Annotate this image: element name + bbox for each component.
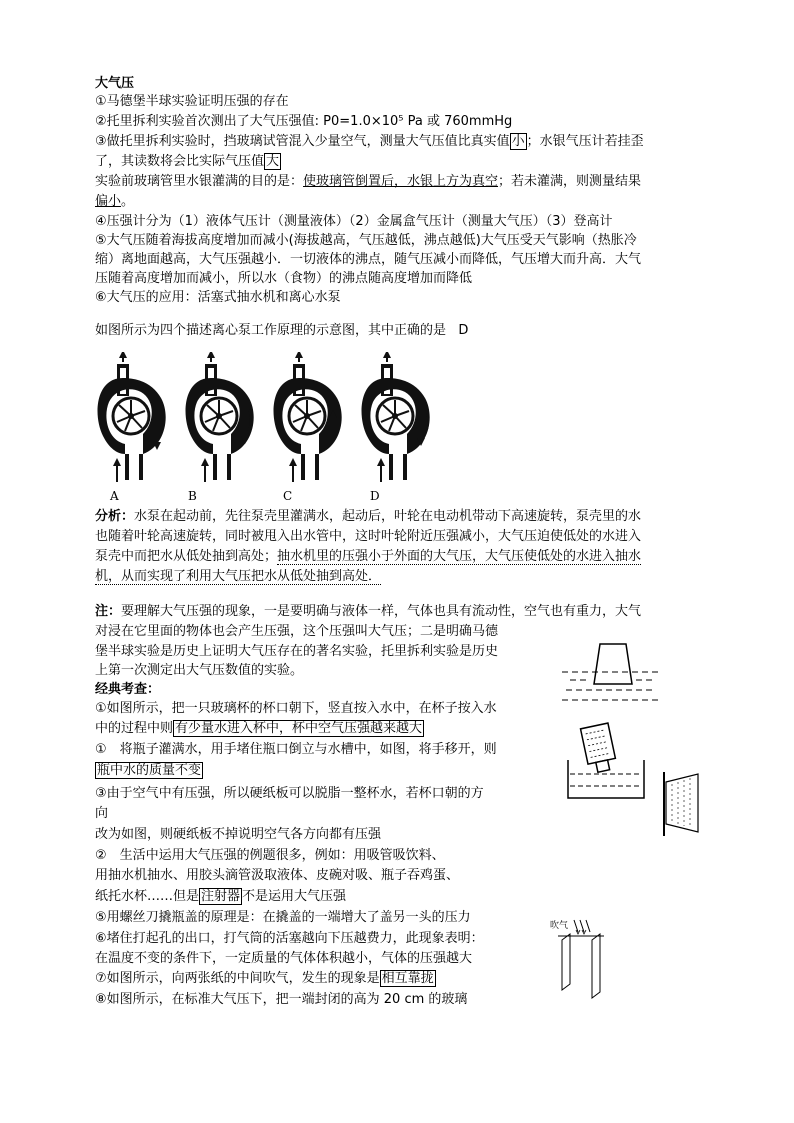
analysis-line1: [95, 508, 641, 526]
fact-2: ②托里拆利实验首次测出了大气压强值: P0=1.0×10⁵ Pa 或 760mmHg: [95, 114, 513, 129]
classic-q1b: 中的过程中则: [95, 721, 174, 736]
classic-heading: 经典考查：: [95, 682, 161, 697]
question-text: 如图所示为四个描述离心泵工作原理的示意图，其中正确的是: [95, 323, 447, 338]
analysis-label: 分析：: [95, 509, 135, 524]
analysis-line3: [95, 548, 641, 566]
purpose-text: 实验前玻璃管里水银灌满的目的是：: [95, 174, 304, 189]
glass-in-water-figure: [560, 640, 660, 712]
fact-4: ④压强计分为（1）液体气压计（测量液体）（2）金属盒气压计（测量大气压）（3）登高计: [95, 214, 613, 229]
pump-c: [274, 352, 342, 482]
fact-5-line1: ⑤大气压随着海拔高度增加而减小(海拔越高，气压越低，沸点越低)大气压受天气影响（热胀冷: [95, 233, 637, 248]
classic-q3c: 改为如图，则硬纸板不掉说明空气各方向都有压强: [95, 827, 382, 842]
pump-figures: [95, 352, 445, 482]
classic-q4d: 不是运用大气压强: [242, 889, 347, 904]
glass-in-water-svg: [560, 640, 660, 712]
section-heading: 大气压: [95, 76, 135, 91]
classic-q7-line: [95, 970, 436, 988]
note-line4: 上第一次测定出大气压数值的实验。: [95, 663, 304, 678]
fact-3-tail: ；水银气压计若挂歪: [526, 134, 644, 149]
pump-d: [362, 352, 430, 482]
question-answer: D: [458, 323, 469, 338]
result-period: 。: [121, 194, 135, 209]
classic-q6a: ⑥堵住打起孔的出口，打气筒的活塞越向下压越费力，此现象表明：: [95, 931, 484, 946]
purpose-answer: 使玻璃管倒置后，水银上方为真空: [303, 174, 499, 189]
classic-q6b: 在温度不变的条件下，一定质量的气体体积越小，气体的压强越大: [95, 951, 473, 966]
note-line3: 堡半球实验是历史上证明大气压存在的著名实验，托里拆利实验是历史: [95, 644, 499, 659]
analysis-text1: 水泵在起动前，先往泵壳里灌满水，起动后，叶轮在电动机带动下高速旋转，泵壳里的水: [134, 509, 642, 524]
fact-6: ⑥大气压的应用：活塞式抽水机和离心水泵: [95, 290, 341, 305]
purpose-tail: ；若未灌满，则测量结果: [498, 174, 642, 189]
blow-label: 吹气: [550, 921, 569, 931]
answer-small: 小: [511, 134, 525, 149]
cup-card-figure: [652, 770, 702, 840]
classic-q2-answer: 瓶中水的质量不变: [97, 763, 202, 778]
pump-b: [186, 352, 254, 482]
fact-1: ①马德堡半球实验证明压强的存在: [95, 94, 289, 109]
analysis-line2: 也随着叶轮高速旋转，同时被甩入出水管中，这时叶轮附近压强减小，大气压迫使低处的水进入: [95, 529, 642, 544]
fact-3-line2: [95, 153, 281, 171]
purpose-line2: [95, 193, 134, 211]
analysis-underline1: 抽水机里的压强小于外面的大气压，大气压使低处的水进入抽水: [277, 549, 642, 564]
classic-q5: ⑤用螺丝刀撬瓶盖的原理是：在撬盖的一端增大了盖另一头的压力: [95, 910, 471, 925]
label-d: D: [370, 489, 380, 503]
label-c: C: [283, 489, 293, 503]
fact-3-cont: 了，其读数将会比实际气压值: [95, 154, 265, 169]
classic-q2-line: [95, 762, 203, 780]
answer-large: 大: [266, 154, 280, 169]
analysis-line4: [95, 568, 381, 586]
classic-q4b: 用抽水机抽水、用胶头滴管汲取液体、皮碗对吸、瓶子吞鸡蛋、: [95, 868, 460, 883]
cup-card-svg: [652, 770, 702, 840]
label-b: B: [188, 489, 197, 503]
note-line1: [95, 603, 641, 621]
classic-q4c: 纸托水杯……但是: [95, 889, 200, 904]
classic-q1b-line: [95, 720, 424, 738]
classic-q2a: ① 将瓶子灌满水，用手堵住瓶口倒立与水槽中，如图，将手移开，则: [95, 742, 497, 757]
note-line2: 对浸在它里面的物体也会产生压强，这个压强叫大气压；二是明确马德: [95, 624, 499, 639]
blow-paper-figure: [540, 914, 610, 1006]
note-text1: 要理解大气压强的现象，一是要明确与液体一样，气体也具有流动性，空气也有重力，大气: [121, 604, 642, 619]
classic-q4c-line: [95, 888, 346, 906]
classic-q1-answer: 有少量水进入杯中，杯中空气压强越来越大: [175, 721, 423, 736]
classic-q4-answer: 注射器: [201, 889, 241, 904]
fact-3-line: [95, 133, 644, 151]
question-line: [95, 322, 468, 340]
fact-3-text: ③做托里拆利实验时，挡玻璃试管混入少量空气，测量大气压值比真实值: [95, 134, 510, 149]
analysis-underline2: 机，从而实现了利用大气压把水从低处抽到高处．: [95, 569, 382, 584]
classic-q1a: ①如图所示，把一只玻璃杯的杯口朝下，竖直按入水中，在杯子按入水: [95, 701, 497, 716]
label-a: A: [110, 489, 119, 503]
note-label: 注：: [95, 604, 122, 619]
purpose-line: [95, 173, 641, 191]
fact-5-line2: 缩）离地面越高，大气压强越小．一切液体的沸点，随气压减小而降低，气压增大而升高．大气: [95, 252, 642, 267]
bottle-in-trough-figure: [566, 722, 646, 802]
result-answer: 偏小: [95, 194, 122, 209]
classic-q7-answer: 相互靠拢: [381, 971, 434, 986]
pump-diagram-svg: [95, 352, 445, 482]
classic-q8: ⑧如图所示，在标准大气压下，把一端封闭的高为 20 cm 的玻璃: [95, 992, 468, 1007]
classic-q3b: 向: [95, 806, 109, 821]
analysis-text3: 泵壳中而把水从低处抽到高处；: [95, 549, 278, 564]
bottle-in-trough-svg: [566, 722, 646, 802]
pump-a: [98, 352, 166, 482]
classic-q4a: ② 生活中运用大气压强的例题很多，例如：用吸管吸饮料、: [95, 848, 445, 863]
fact-5-line3: 压随着高度增加而减小，所以水（食物）的沸点随高度增加而降低: [95, 271, 473, 286]
classic-q7a: ⑦如图所示，向两张纸的中间吹气，发生的现象是: [95, 971, 380, 986]
classic-q3a: ③由于空气中有压强，所以硬纸板可以脱脂一整杯水，若杯口朝的方: [95, 786, 484, 801]
